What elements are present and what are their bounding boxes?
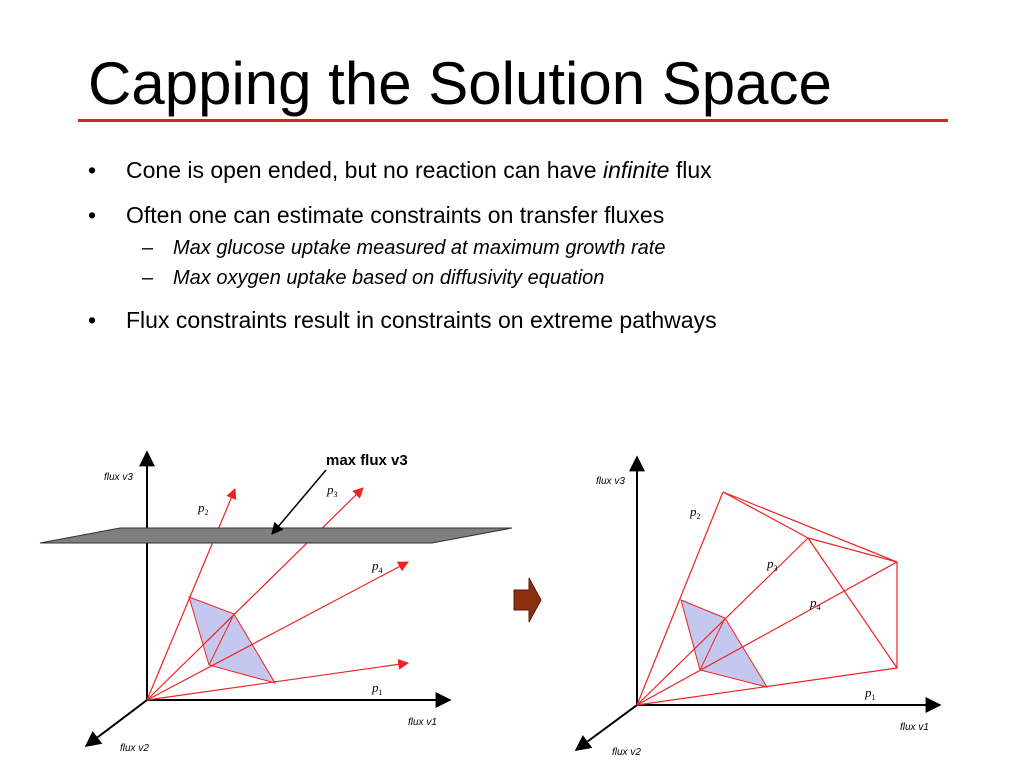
left-pathway-p4 [147, 562, 408, 700]
left-axis-v2 [86, 700, 147, 746]
left-cone-cross-section [189, 597, 275, 683]
bullet-marker: • [88, 307, 97, 333]
bullet-marker: • [88, 157, 97, 183]
bullet-2: Often one can estimate constraints on transfer fluxes [126, 202, 665, 228]
left-axis-label-v2: flux v2 [120, 743, 149, 754]
right-axis-v2 [576, 705, 637, 750]
sub-bullet-marker: – [142, 237, 154, 259]
left-label-p2: $p_2$ [198, 500, 209, 517]
right-label-p3: $p_3$ [767, 556, 778, 573]
right-pathway-p4 [637, 562, 897, 705]
right-axis-label-v3: flux v3 [596, 476, 625, 487]
right-axis-label-v2: flux v2 [612, 747, 641, 758]
right-arrow-icon [514, 578, 541, 622]
slide-title: Capping the Solution Space [88, 50, 832, 117]
bullet-1-text: Cone is open ended, but no reaction can have [126, 157, 603, 183]
callout-pointer [272, 470, 326, 534]
left-label-p4: $p_4$ [372, 558, 383, 575]
left-axis-label-v1: flux v1 [408, 717, 437, 728]
sub-bullet-marker: – [142, 267, 154, 289]
right-label-p1: $p_1$ [865, 685, 876, 702]
bullet-1-italic: infinite [602, 157, 670, 183]
left-label-p3: $p_3$ [327, 482, 338, 499]
capped-polytope-edges [723, 492, 897, 668]
right-pathway-p1 [637, 668, 897, 705]
sub-bullet-2-1: Max glucose uptake measured at maximum growth rate [173, 237, 666, 259]
bullet-1-text-end: flux [669, 157, 712, 183]
right-flux-cone [576, 457, 940, 758]
right-label-p2: $p_2$ [690, 504, 701, 521]
right-axis-label-v1: flux v1 [900, 722, 929, 733]
sub-bullet-2-2: Max oxygen uptake based on diffusivity equation [173, 267, 605, 289]
left-label-p1: $p_1$ [372, 680, 383, 697]
right-label-p4: $p_4$ [810, 595, 821, 612]
left-flux-cone [40, 452, 512, 754]
right-pathway-p3 [637, 538, 808, 705]
left-axis-label-v3: flux v3 [104, 472, 133, 483]
bullet-3: Flux constraints result in constraints on extreme pathways [126, 307, 717, 333]
max-flux-callout: max flux v3 [326, 452, 408, 469]
bullet-marker: • [88, 202, 97, 228]
left-pathway-p1 [147, 663, 408, 700]
